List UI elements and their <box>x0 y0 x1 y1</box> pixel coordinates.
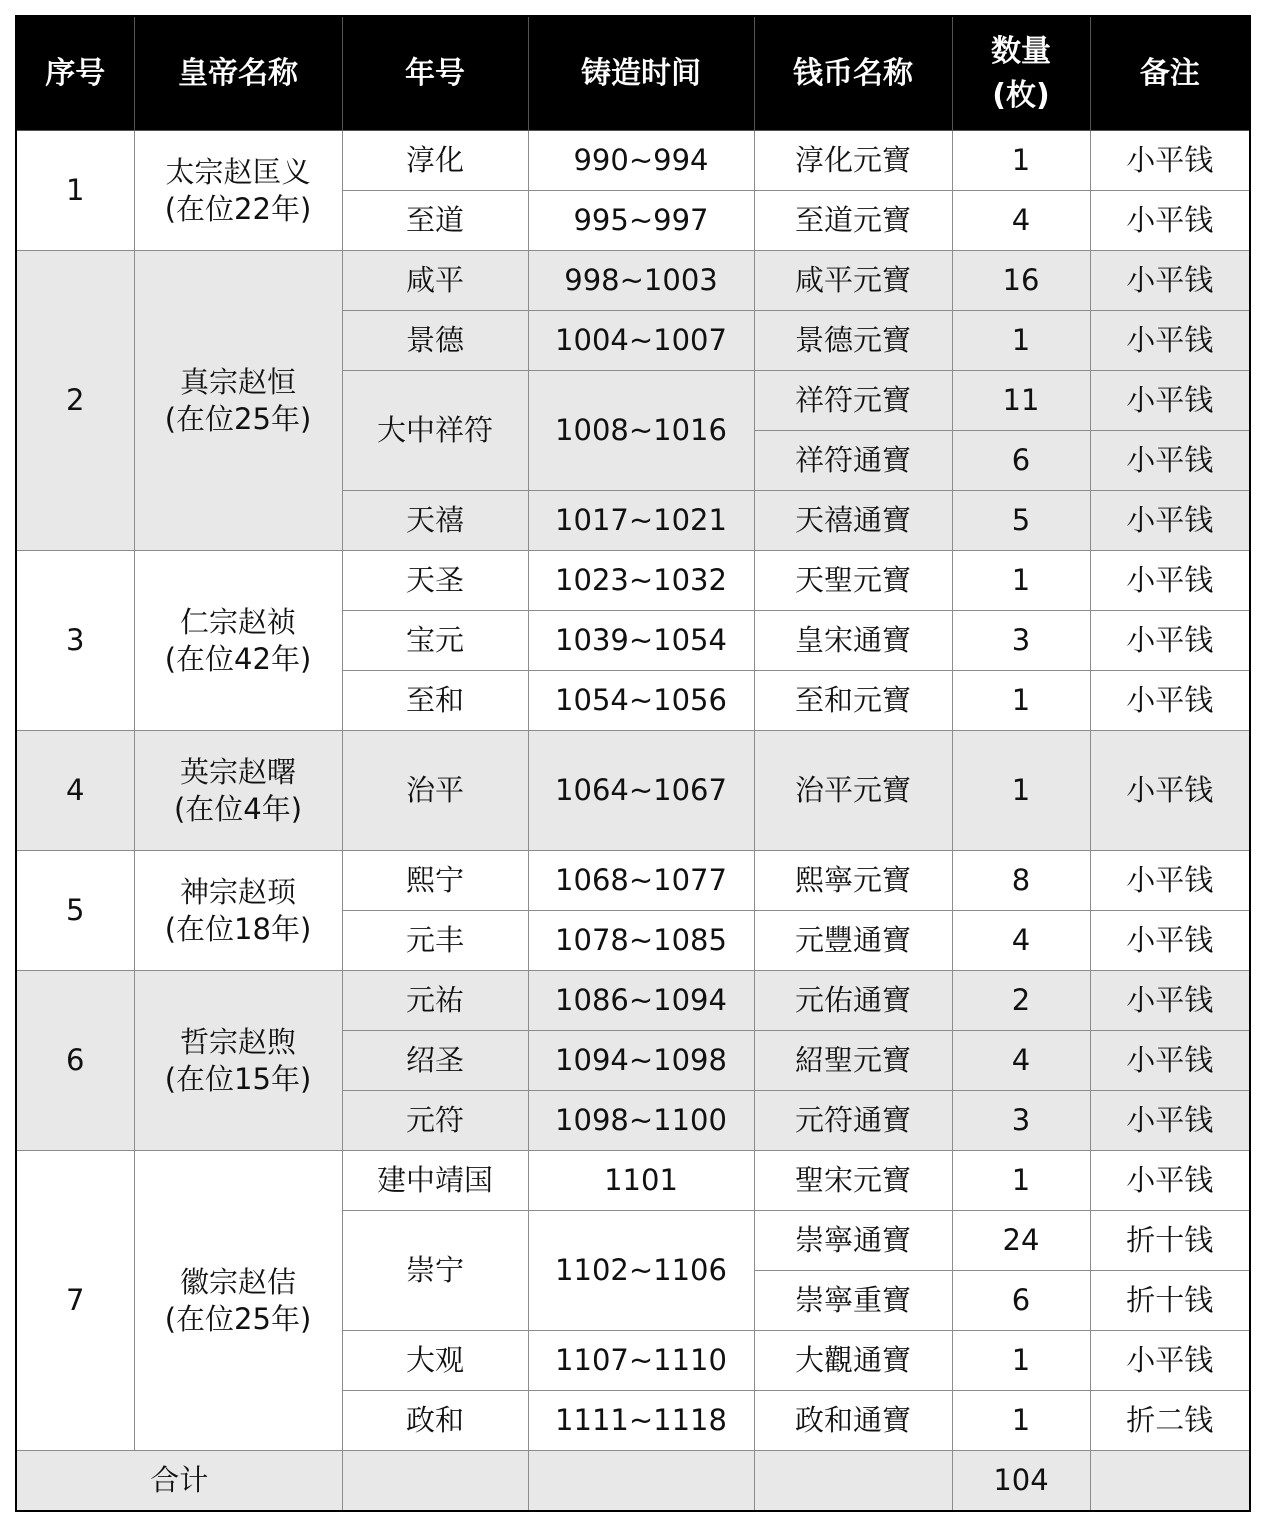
cell-note: 小平钱 <box>1090 1031 1250 1091</box>
cell-seq: 3 <box>16 551 134 731</box>
cell-era: 建中靖国 <box>342 1151 528 1211</box>
table-row <box>16 731 1250 851</box>
table-header <box>16 16 1250 131</box>
cell-qty: 6 <box>952 431 1090 491</box>
cell-emperor <box>134 551 342 731</box>
cell-coin-name: 祥符通寶 <box>754 431 952 491</box>
cell-emperor <box>134 131 342 251</box>
cell-era: 政和 <box>342 1391 528 1451</box>
cell-coin-name: 天禧通寶 <box>754 491 952 551</box>
cell-note: 小平钱 <box>1090 311 1250 371</box>
cell-coin-name: 政和通寶 <box>754 1391 952 1451</box>
cell-qty: 8 <box>952 851 1090 911</box>
cell-qty: 1 <box>952 311 1090 371</box>
header-emperor: 皇帝名称 <box>134 16 342 131</box>
table-row <box>16 131 1250 191</box>
cell-qty: 1 <box>952 131 1090 191</box>
emperor-reign: (在位25年) <box>164 401 312 436</box>
cell-era: 治平 <box>342 731 528 851</box>
header-qty <box>952 16 1090 131</box>
header-row <box>16 16 1250 131</box>
cell-era: 大观 <box>342 1331 528 1391</box>
cell-note: 小平钱 <box>1090 611 1250 671</box>
header-coin: 钱币名称 <box>754 16 952 131</box>
emperor-name: 神宗赵顼 <box>179 875 296 910</box>
cell-seq: 6 <box>16 971 134 1151</box>
header-qty-line2: (枚) <box>992 77 1050 113</box>
table-row <box>16 851 1250 911</box>
cell-note: 小平钱 <box>1090 491 1250 551</box>
cell-note: 小平钱 <box>1090 1331 1250 1391</box>
cell-seq: 4 <box>16 731 134 851</box>
total-empty-time <box>528 1451 754 1511</box>
cell-note: 小平钱 <box>1090 1091 1250 1151</box>
cell-coin-name: 咸平元寶 <box>754 251 952 311</box>
cell-note: 小平钱 <box>1090 371 1250 431</box>
total-row <box>16 1451 1250 1511</box>
cell-note: 小平钱 <box>1090 1151 1250 1211</box>
cell-coin-name: 淳化元寶 <box>754 131 952 191</box>
cell-time: 1008~1016 <box>528 371 754 491</box>
cell-note: 小平钱 <box>1090 551 1250 611</box>
header-note: 备注 <box>1090 16 1250 131</box>
cell-time: 1004~1007 <box>528 311 754 371</box>
cell-qty: 4 <box>952 191 1090 251</box>
cell-era: 大中祥符 <box>342 371 528 491</box>
cell-era: 元祐 <box>342 971 528 1031</box>
emperor-name: 太宗赵匡义 <box>165 155 311 190</box>
cell-qty: 4 <box>952 911 1090 971</box>
cell-qty: 1 <box>952 671 1090 731</box>
cell-time: 995~997 <box>528 191 754 251</box>
cell-era: 至和 <box>342 671 528 731</box>
cell-seq: 7 <box>16 1151 134 1451</box>
cell-coin-name: 至道元寶 <box>754 191 952 251</box>
emperor-reign: (在位42年) <box>164 641 312 676</box>
total-empty-era <box>342 1451 528 1511</box>
header-seq: 序号 <box>16 16 134 131</box>
table-row <box>16 551 1250 611</box>
cell-era: 崇宁 <box>342 1211 528 1331</box>
table-footer <box>16 1451 1250 1511</box>
cell-seq: 1 <box>16 131 134 251</box>
cell-era: 熙宁 <box>342 851 528 911</box>
cell-time: 1054~1056 <box>528 671 754 731</box>
cell-era: 景德 <box>342 311 528 371</box>
table-row <box>16 971 1250 1031</box>
cell-note: 小平钱 <box>1090 191 1250 251</box>
total-empty-note <box>1090 1451 1250 1511</box>
cell-time: 1068~1077 <box>528 851 754 911</box>
cell-qty: 3 <box>952 611 1090 671</box>
cell-note: 小平钱 <box>1090 971 1250 1031</box>
cell-coin-name: 崇寧重寶 <box>754 1271 952 1331</box>
cell-note: 折十钱 <box>1090 1271 1250 1331</box>
total-qty: 104 <box>952 1451 1090 1511</box>
emperor-name: 徽宗赵佶 <box>179 1265 296 1300</box>
cell-time: 1102~1106 <box>528 1211 754 1331</box>
cell-time: 1023~1032 <box>528 551 754 611</box>
cell-coin-name: 天聖元寶 <box>754 551 952 611</box>
cell-emperor <box>134 1151 342 1451</box>
cell-note: 小平钱 <box>1090 671 1250 731</box>
cell-era: 至道 <box>342 191 528 251</box>
cell-coin-name: 元豐通寶 <box>754 911 952 971</box>
cell-era: 天圣 <box>342 551 528 611</box>
cell-coin-name: 熙寧元寶 <box>754 851 952 911</box>
total-label: 合计 <box>16 1451 342 1511</box>
cell-time: 1098~1100 <box>528 1091 754 1151</box>
cell-time: 1086~1094 <box>528 971 754 1031</box>
cell-seq: 5 <box>16 851 134 971</box>
cell-qty: 1 <box>952 731 1090 851</box>
cell-qty: 11 <box>952 371 1090 431</box>
cell-note: 折十钱 <box>1090 1211 1250 1271</box>
cell-era: 天禧 <box>342 491 528 551</box>
cell-note: 小平钱 <box>1090 731 1250 851</box>
cell-note: 小平钱 <box>1090 251 1250 311</box>
cell-note: 折二钱 <box>1090 1391 1250 1451</box>
cell-qty: 16 <box>952 251 1090 311</box>
cell-emperor <box>134 971 342 1151</box>
cell-qty: 24 <box>952 1211 1090 1271</box>
cell-era: 淳化 <box>342 131 528 191</box>
cell-time: 1039~1054 <box>528 611 754 671</box>
cell-qty: 5 <box>952 491 1090 551</box>
cell-qty: 3 <box>952 1091 1090 1151</box>
cell-emperor <box>134 851 342 971</box>
header-qty-line1: 数量 <box>991 34 1051 69</box>
cell-coin-name: 大觀通寶 <box>754 1331 952 1391</box>
cell-time: 998~1003 <box>528 251 754 311</box>
cell-note: 小平钱 <box>1090 911 1250 971</box>
header-time: 铸造时间 <box>528 16 754 131</box>
emperor-name: 真宗赵恒 <box>179 365 296 400</box>
cell-coin-name: 至和元寶 <box>754 671 952 731</box>
cell-qty: 6 <box>952 1271 1090 1331</box>
table-row <box>16 251 1250 311</box>
cell-time: 1094~1098 <box>528 1031 754 1091</box>
cell-era: 绍圣 <box>342 1031 528 1091</box>
cell-coin-name: 聖宋元寶 <box>754 1151 952 1211</box>
cell-coin-name: 元符通寶 <box>754 1091 952 1151</box>
cell-emperor <box>134 251 342 551</box>
header-era: 年号 <box>342 16 528 131</box>
cell-note: 小平钱 <box>1090 431 1250 491</box>
cell-era: 元符 <box>342 1091 528 1151</box>
cell-coin-name: 紹聖元寶 <box>754 1031 952 1091</box>
cell-time: 1064~1067 <box>528 731 754 851</box>
emperor-reign: (在位4年) <box>173 791 303 826</box>
table-row <box>16 1151 1250 1211</box>
cell-qty: 1 <box>952 1391 1090 1451</box>
cell-coin-name: 崇寧通寶 <box>754 1211 952 1271</box>
cell-coin-name: 元佑通寶 <box>754 971 952 1031</box>
emperor-name: 哲宗赵煦 <box>179 1025 296 1060</box>
emperor-reign: (在位25年) <box>164 1301 312 1336</box>
cell-qty: 1 <box>952 1151 1090 1211</box>
emperor-name: 英宗赵曙 <box>179 755 296 790</box>
cell-era: 元丰 <box>342 911 528 971</box>
cell-coin-name: 景德元寶 <box>754 311 952 371</box>
cell-time: 1111~1118 <box>528 1391 754 1451</box>
total-empty-coin <box>754 1451 952 1511</box>
emperor-reign: (在位15年) <box>164 1061 312 1096</box>
cell-time: 1078~1085 <box>528 911 754 971</box>
cell-seq: 2 <box>16 251 134 551</box>
cell-coin-name: 皇宋通寶 <box>754 611 952 671</box>
cell-time: 1017~1021 <box>528 491 754 551</box>
emperor-reign: (在位18年) <box>164 911 312 946</box>
cell-era: 咸平 <box>342 251 528 311</box>
cell-time: 1101 <box>528 1151 754 1211</box>
cell-qty: 4 <box>952 1031 1090 1091</box>
cell-coin-name: 治平元寶 <box>754 731 952 851</box>
cell-coin-name: 祥符元寶 <box>754 371 952 431</box>
table-body <box>16 131 1250 1451</box>
cell-time: 1107~1110 <box>528 1331 754 1391</box>
cell-note: 小平钱 <box>1090 131 1250 191</box>
cell-qty: 2 <box>952 971 1090 1031</box>
cell-qty: 1 <box>952 551 1090 611</box>
cell-qty: 1 <box>952 1331 1090 1391</box>
cell-time: 990~994 <box>528 131 754 191</box>
emperor-reign: (在位22年) <box>164 191 312 226</box>
emperor-name: 仁宗赵祯 <box>179 605 296 640</box>
cell-era: 宝元 <box>342 611 528 671</box>
coin-table <box>15 15 1251 1512</box>
cell-emperor <box>134 731 342 851</box>
cell-note: 小平钱 <box>1090 851 1250 911</box>
